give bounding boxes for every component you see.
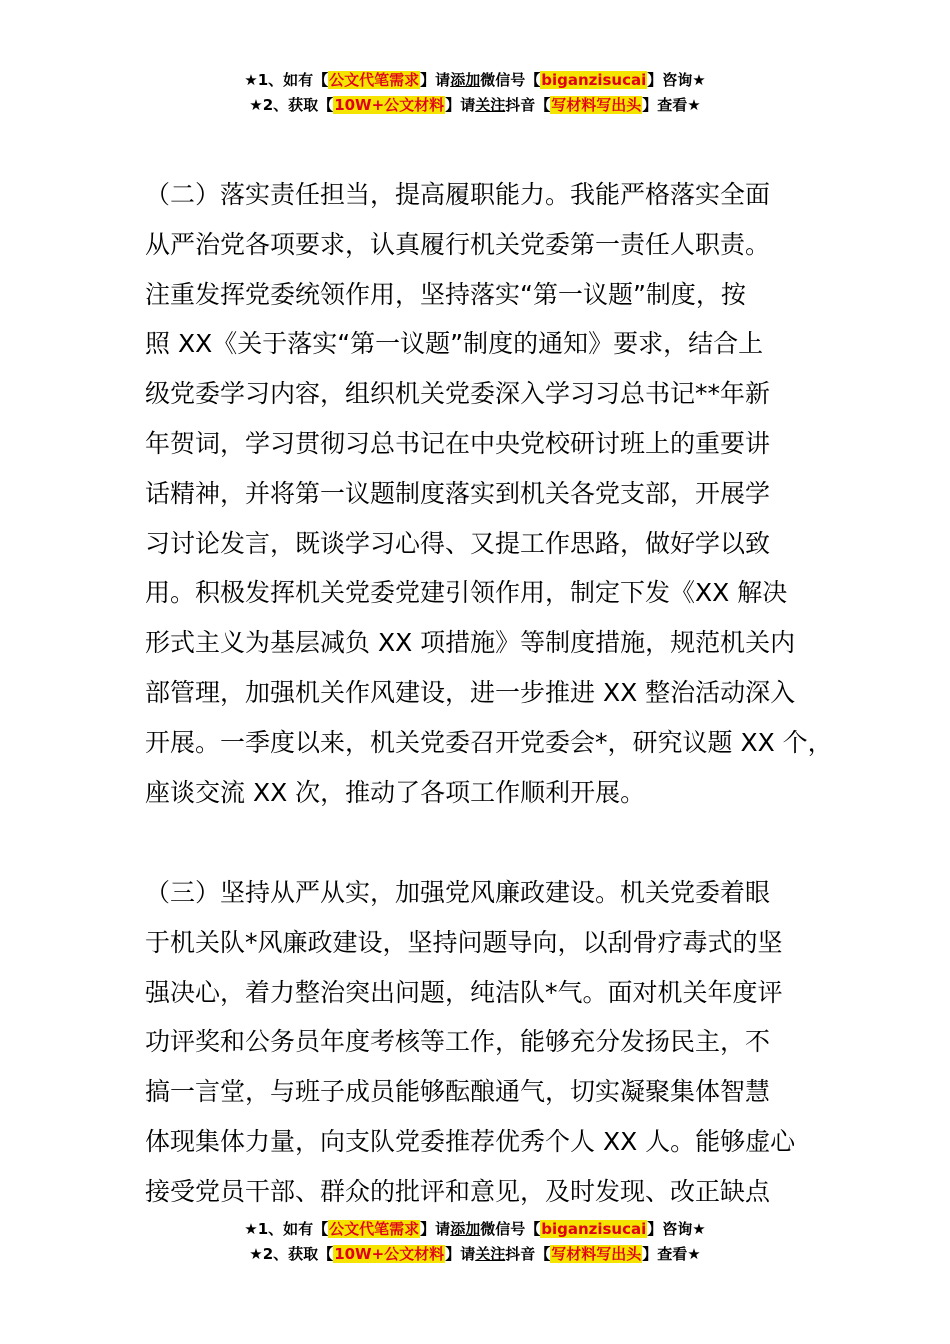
text-line: 体现集体力量，向支队党委推荐优秀个人 XX 人。能够虚心	[145, 1126, 796, 1156]
banner-text: ★2、获取【	[249, 96, 334, 114]
text-line: 习讨论发言，既谈学习心得、又提工作思路，做好学以致	[145, 528, 771, 558]
text-line: 于机关队*风廉政建设，坚持问题导向，以刮骨疗毒式的坚	[145, 927, 783, 957]
banner-highlight: 10W+公文材料	[334, 96, 445, 114]
banner-line-2	[0, 1242, 950, 1267]
banner-text: 】请	[420, 71, 451, 89]
text-line: 级党委学习内容，组织机关党委深入学习习总书记**年新	[145, 379, 771, 409]
text-line: 功评奖和公务员年度考核等工作，能够充分发扬民主，不	[145, 1027, 771, 1057]
banner-text: 】请	[420, 1220, 451, 1238]
banner-text: 】咨询★	[647, 1220, 706, 1238]
text-line: 话精神，并将第一议题制度落实到机关各党支部，开展学	[145, 478, 771, 508]
banner-highlight: 公文代笔需求	[329, 1220, 420, 1238]
banner-text: 】请	[445, 96, 476, 114]
text-line: 搞一言堂，与班子成员能够酝酿通气，切实凝聚集体智慧	[145, 1077, 771, 1107]
banner-emphasis: 添加	[450, 71, 481, 89]
banner-emphasis: 关注	[475, 96, 506, 114]
bottom-banner	[0, 1217, 950, 1267]
text-line: 照 XX《关于落实“第一议题”制度的通知》要求，结合上	[145, 329, 764, 359]
banner-text: 抖音【	[505, 1245, 551, 1263]
text-line: 年贺词，学习贯彻习总书记在中央党校研讨班上的重要讲	[145, 428, 771, 458]
text-line: 从严治党各项要求，认真履行机关党委第一责任人职责。	[145, 229, 771, 259]
banner-emphasis: 添加	[450, 1220, 481, 1238]
banner-text: 抖音【	[505, 96, 551, 114]
banner-highlight: biganzisucai	[541, 1220, 647, 1238]
text-line: 用。积极发挥机关党委党建引领作用，制定下发《XX 解决	[145, 578, 788, 608]
banner-line-2	[0, 93, 950, 118]
text-line: （二）落实责任担当，提高履职能力。我能严格落实全面	[145, 180, 771, 209]
text-line: 强决心，着力整治突出问题，纯洁队*气。面对机关年度评	[145, 977, 783, 1007]
text-line: 部管理，加强机关作风建设，进一步推进 XX 整治活动深入	[145, 677, 796, 707]
banner-text: 】咨询★	[647, 71, 706, 89]
text-line: （三）坚持从严从实，加强党风廉政建设。机关党委着眼	[145, 878, 771, 907]
top-banner	[0, 68, 950, 118]
text-line: 注重发挥党委统领作用，坚持落实“第一议题”制度，按	[145, 279, 746, 309]
banner-text: 】请	[445, 1245, 476, 1263]
banner-text: 微信号【	[480, 1220, 541, 1238]
banner-highlight: 写材料写出头	[551, 1245, 642, 1263]
paragraph-responsibility	[145, 170, 833, 817]
banner-text: 微信号【	[480, 71, 541, 89]
banner-highlight: 写材料写出头	[551, 96, 642, 114]
text-line: 形式主义为基层减负 XX 项措施》等制度措施，规范机关内	[145, 628, 796, 658]
banner-text: ★1、如有【	[244, 71, 329, 89]
banner-line-1	[0, 1217, 950, 1242]
text-line: 座谈交流 XX 次，推动了各项工作顺利开展。	[145, 777, 646, 807]
paragraph-integrity	[145, 868, 833, 1217]
banner-highlight: 公文代笔需求	[329, 71, 420, 89]
banner-emphasis: 关注	[475, 1245, 506, 1263]
banner-highlight: biganzisucai	[541, 71, 647, 89]
banner-text: 】查看★	[642, 96, 701, 114]
text-line: 接受党员干部、群众的批评和意见，及时发现、改正缺点	[145, 1176, 771, 1206]
banner-highlight: 10W+公文材料	[334, 1245, 445, 1263]
banner-line-1	[0, 68, 950, 93]
banner-text: 】查看★	[642, 1245, 701, 1263]
banner-text: ★2、获取【	[249, 1245, 334, 1263]
text-line: 开展。一季度以来，机关党委召开党委会*，研究议题 XX 个，	[145, 727, 833, 757]
banner-text: ★1、如有【	[244, 1220, 329, 1238]
